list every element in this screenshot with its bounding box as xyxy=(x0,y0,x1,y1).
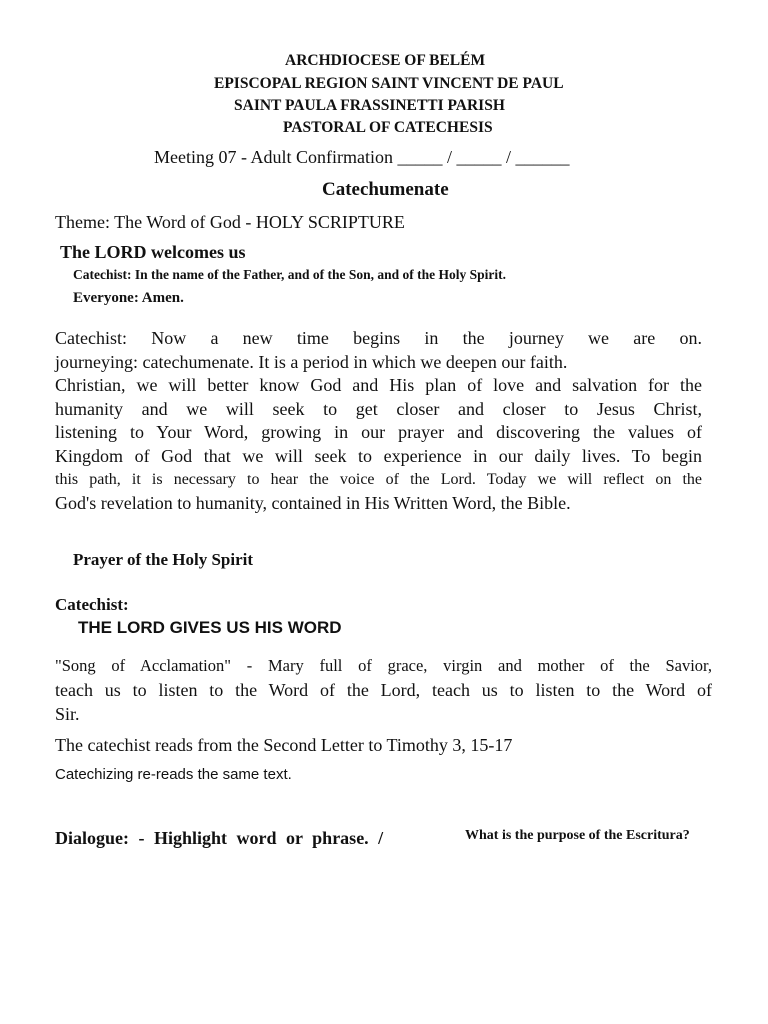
theme-line: Theme: The Word of God - HOLY SCRIPTURE xyxy=(55,212,405,232)
header-episcopal-region: EPISCOPAL REGION SAINT VINCENT DE PAUL xyxy=(214,75,564,92)
song-paragraph xyxy=(55,654,712,726)
catechist-label: Catechist: xyxy=(55,595,129,614)
intro-line: Kingdom of God that we will seek to experience in our daily lives. To begin xyxy=(55,445,702,466)
intro-line: humanity and we will seek to get closer and closer to Jesus Christ, xyxy=(55,398,702,419)
everyone-response: Everyone: Amen. xyxy=(73,290,184,306)
intro-line: Christian, we will better know God and His plan of love and salvation for the xyxy=(55,375,702,395)
song-line: "Song of Acclamation" - Mary full of grace, virgin and mother of the Savior, xyxy=(55,656,712,675)
page-title: Catechumenate xyxy=(322,179,449,200)
reread-line: Catechizing re-reads the same text. xyxy=(55,766,292,783)
reading-line: The catechist reads from the Second Letter to Timothy 3, 15-17 xyxy=(55,735,513,755)
header-parish: SAINT PAULA FRASSINETTI PARISH xyxy=(234,97,505,114)
intro-line: Catechist: Now a new time begins in the journey we are on. xyxy=(55,328,702,348)
welcome-heading: The LORD welcomes us xyxy=(60,242,246,262)
intro-paragraph xyxy=(55,327,702,515)
intro-line: God's revelation to humanity, contained in His Written Word, the Bible. xyxy=(55,492,571,513)
word-heading: THE LORD GIVES US HIS WORD xyxy=(78,618,342,637)
dialogue-prompt: Dialogue: - Highlight word or phrase. / xyxy=(55,828,384,848)
song-line: teach us to listen to the Word of the Lord, teach us to listen to the Word of xyxy=(55,680,712,700)
intro-line: journeying: catechumenate. It is a period in which we deepen our faith. xyxy=(55,351,568,372)
prayer-heading: Prayer of the Holy Spirit xyxy=(73,550,254,569)
header-archdiocese: ARCHDIOCESE OF BELÉM xyxy=(285,52,486,69)
song-line: Sir. xyxy=(55,704,80,724)
intro-line: this path, it is necessary to hear the voice of the Lord. Today we will reflect on the xyxy=(55,471,702,488)
dialogue-question: What is the purpose of the Escritura? xyxy=(465,828,690,843)
catechist-invocation: Catechist: In the name of the Father, and of the Son, and of the Holy Spirit. xyxy=(73,267,507,282)
meeting-line: Meeting 07 - Adult Confirmation _____ / _____ / ______ xyxy=(154,147,570,167)
header-pastoral: PASTORAL OF CATECHESIS xyxy=(283,119,493,136)
intro-line: listening to Your Word, growing in our prayer and discovering the values of xyxy=(55,422,702,442)
